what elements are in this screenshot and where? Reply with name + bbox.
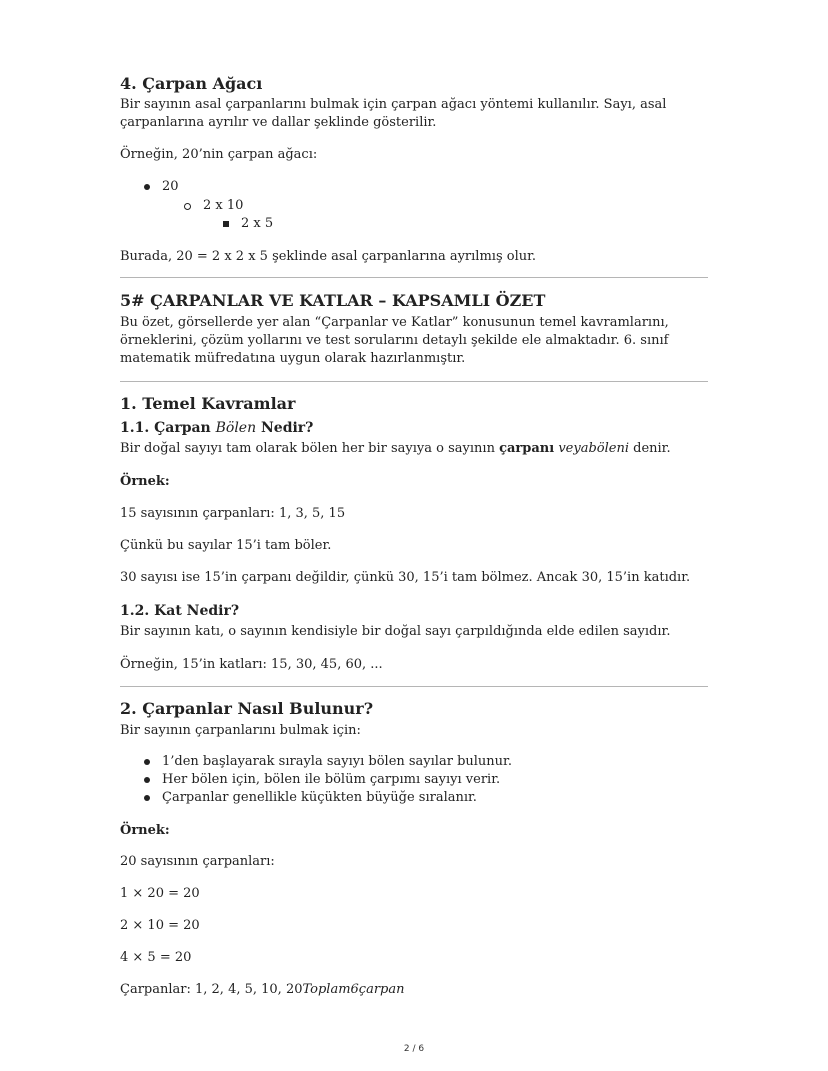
tree-level-1 (144, 178, 179, 196)
tree-level-2 (184, 197, 243, 215)
paragraph: 30 sayısı ise 15’in çarpanı değildir, çünkü 30, 15’i tam bölmez. Ancak 30, 15’in katıdır. (120, 570, 691, 585)
subheading-carpan-nedir (120, 419, 313, 437)
list-item-text: Çarpanlar genellikle küçükten büyüğe sıralanır. (162, 790, 477, 805)
horizontal-rule (120, 381, 708, 382)
paragraph: Burada, 20 = 2 x 2 x 5 şeklinde asal çarpanlarına ayrılmış olur. (120, 249, 537, 264)
page-number: 2 / 6 (403, 1044, 425, 1054)
paragraph: Örneğin, 15’in katları: 15, 30, 45, 60, ... (120, 657, 383, 672)
paragraph: Bir sayının çarpanlarını bulmak için: (120, 723, 361, 738)
text: Çarpanlar: 1, 2, 4, 5, 10, 20 (120, 982, 303, 997)
equation: 2 × 10 = 20 (120, 918, 200, 933)
section-heading-carpanlar-nasil: 2. Çarpanlar Nasıl Bulunur? (120, 699, 374, 718)
list-item (144, 771, 500, 789)
section-heading-temel-kavramlar: 1. Temel Kavramlar (120, 394, 296, 413)
text: denir. (628, 441, 671, 456)
disc-bullet-icon (144, 795, 150, 801)
paragraph: Bir sayının asal çarpanlarını bulmak için çarpan ağacı yöntemi kullanılır. Sayı, asal (120, 97, 667, 112)
math-text: Toplam6çarpan (302, 982, 405, 997)
math-text: veyaböleni (554, 441, 629, 456)
equation: 1 × 20 = 20 (120, 886, 200, 901)
horizontal-rule (120, 686, 708, 687)
example-label: Örnek: (120, 474, 170, 489)
definition-paragraph (120, 440, 671, 458)
list-item (144, 789, 477, 807)
circle-bullet-icon (184, 203, 191, 210)
disc-bullet-icon (144, 184, 150, 190)
subheading-text: Nedir? (256, 420, 314, 436)
paragraph: matematik müfredatına uygun olarak hazırlanmıştır. (120, 351, 466, 366)
bold-text: çarpanı (499, 441, 555, 456)
math-text: Bölen (215, 420, 257, 436)
paragraph: örneklerini, çözüm yollarını ve test sorularını detaylı şekilde ele almaktadır. 6. sınıf (120, 333, 669, 348)
paragraph: Örneğin, 20’nin çarpan ağacı: (120, 147, 318, 162)
list-item-text: Her bölen için, bölen ile bölüm çarpımı sayıyı verir. (162, 772, 501, 787)
tree-node: 20 (162, 179, 179, 194)
section-heading-carpan-agaci: 4. Çarpan Ağacı (120, 74, 263, 93)
paragraph: Bir sayının katı, o sayının kendisiyle bir doğal sayı çarpıldığında elde edilen sayıdır. (120, 624, 671, 639)
tree-node: 2 x 5 (241, 216, 274, 231)
paragraph: Çünkü bu sayılar 15’i tam böler. (120, 538, 332, 553)
disc-bullet-icon (144, 759, 150, 765)
text: Bir doğal sayıyı tam olarak bölen her bir sayıya o sayının (120, 441, 500, 456)
subheading-text: 1.1. Çarpan (120, 420, 216, 436)
paragraph: çarpanlarına ayrılır ve dallar şeklinde gösterilir. (120, 115, 437, 130)
list-item (144, 753, 512, 771)
disc-bullet-icon (144, 777, 150, 783)
example-label: Örnek: (120, 823, 170, 838)
factors-line (120, 981, 405, 999)
summary-heading: 5# ÇARPANLAR VE KATLAR – KAPSAMLI ÖZET (120, 291, 546, 310)
list-item-text: 1’den başlayarak sırayla sayıyı bölen sayılar bulunur. (162, 754, 512, 769)
paragraph: 15 sayısının çarpanları: 1, 3, 5, 15 (120, 506, 346, 521)
horizontal-rule (120, 277, 708, 278)
square-bullet-icon (223, 221, 229, 227)
tree-level-3 (223, 215, 273, 233)
subheading-kat-nedir: 1.2. Kat Nedir? (120, 603, 240, 619)
paragraph: Bu özet, görsellerde yer alan “Çarpanlar ve Katlar” konusunun temel kavramlarını, (120, 315, 669, 330)
tree-node: 2 x 10 (203, 198, 244, 213)
paragraph: 20 sayısının çarpanları: (120, 854, 275, 869)
equation: 4 × 5 = 20 (120, 950, 192, 965)
